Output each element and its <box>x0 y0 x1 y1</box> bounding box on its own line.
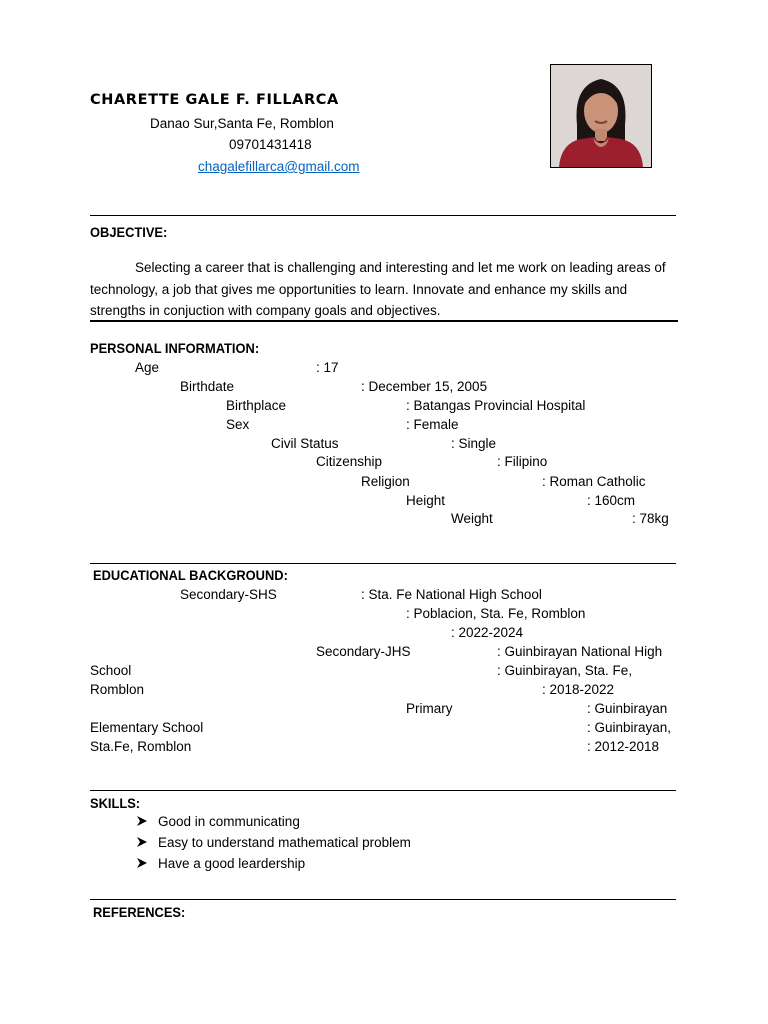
objective-heading: OBJECTIVE: <box>90 224 168 240</box>
edu-primary-years: : 2012-2018 <box>587 739 660 754</box>
info-value-age: : 17 <box>316 360 339 375</box>
info-label-age: Age <box>135 360 160 375</box>
info-value-birthplace: : Batangas Provincial Hospital <box>406 398 586 413</box>
info-value-birthdate: : December 15, 2005 <box>361 379 488 394</box>
edu-jhs-school-cont: School <box>90 663 132 678</box>
edu-jhs-address-cont: Romblon <box>90 682 145 697</box>
edu-shs-label: Secondary-SHS <box>180 587 277 602</box>
divider-line <box>90 320 678 322</box>
edu-shs-school: : Sta. Fe National High School <box>361 587 542 602</box>
info-label-sex: Sex <box>226 417 250 432</box>
edu-shs-address: : Poblacion, Sta. Fe, Romblon <box>406 606 586 621</box>
info-label-citizenship: Citizenship <box>316 454 383 469</box>
education-heading: EDUCATIONAL BACKGROUND: <box>93 567 288 583</box>
info-label-birthplace: Birthplace <box>226 398 287 413</box>
edu-primary-school-cont: Elementary School <box>90 720 204 735</box>
arrow-bullet-icon <box>136 836 148 851</box>
divider-line <box>90 215 676 216</box>
applicant-name: CHARETTE GALE F. FILLARCA <box>90 92 339 108</box>
profile-photo <box>550 64 652 168</box>
edu-primary-address-cont: Sta.Fe, Romblon <box>90 739 192 754</box>
edu-primary-label: Primary <box>406 701 453 716</box>
edu-shs-years: : 2022-2024 <box>451 625 524 640</box>
phone-number: 09701431418 <box>229 137 312 152</box>
info-value-citizenship: : Filipino <box>497 454 548 469</box>
info-label-civil-status: Civil Status <box>271 436 339 451</box>
objective-line: Selecting a career that is challenging and interesting and let me work on leading areas of <box>135 260 666 275</box>
arrow-bullet-icon <box>136 857 148 872</box>
info-value-height: : 160cm <box>587 493 636 508</box>
info-label-birthdate: Birthdate <box>180 379 235 394</box>
info-label-height: Height <box>406 493 446 508</box>
info-value-religion: : Roman Catholic <box>542 474 646 489</box>
arrow-bullet-icon <box>136 815 148 830</box>
edu-primary-school: : Guinbirayan <box>587 701 668 716</box>
references-heading: REFERENCES: <box>93 904 186 920</box>
skills-heading: SKILLS: <box>90 795 141 811</box>
personal-info-heading: PERSONAL INFORMATION: <box>90 340 260 356</box>
address: Danao Sur,Santa Fe, Romblon <box>150 116 334 131</box>
info-value-civil-status: : Single <box>451 436 497 451</box>
edu-jhs-label: Secondary-JHS <box>316 644 411 659</box>
divider-line <box>90 790 676 791</box>
skill-item: Easy to understand mathematical problem <box>158 835 411 850</box>
info-label-religion: Religion <box>361 474 410 489</box>
info-value-weight: : 78kg <box>632 511 669 526</box>
edu-jhs-school: : Guinbirayan National High <box>497 644 663 659</box>
info-label-weight: Weight <box>451 511 493 526</box>
info-value-sex: : Female <box>406 417 459 432</box>
objective-line: strengths in conjuction with company goals and objectives. <box>90 303 441 318</box>
email-link[interactable]: chagalefillarca@gmail.com <box>198 159 360 174</box>
skill-item: Good in communicating <box>158 814 300 829</box>
edu-jhs-address: : Guinbirayan, Sta. Fe, <box>497 663 633 678</box>
edu-jhs-years: : 2018-2022 <box>542 682 615 697</box>
divider-line <box>90 563 676 564</box>
divider-line <box>90 899 676 900</box>
edu-primary-address: : Guinbirayan, <box>587 720 672 735</box>
objective-line: technology, a job that gives me opportunities to learn. Innovate and enhance my skills and <box>90 282 628 297</box>
skill-item: Have a good leardership <box>158 856 306 871</box>
